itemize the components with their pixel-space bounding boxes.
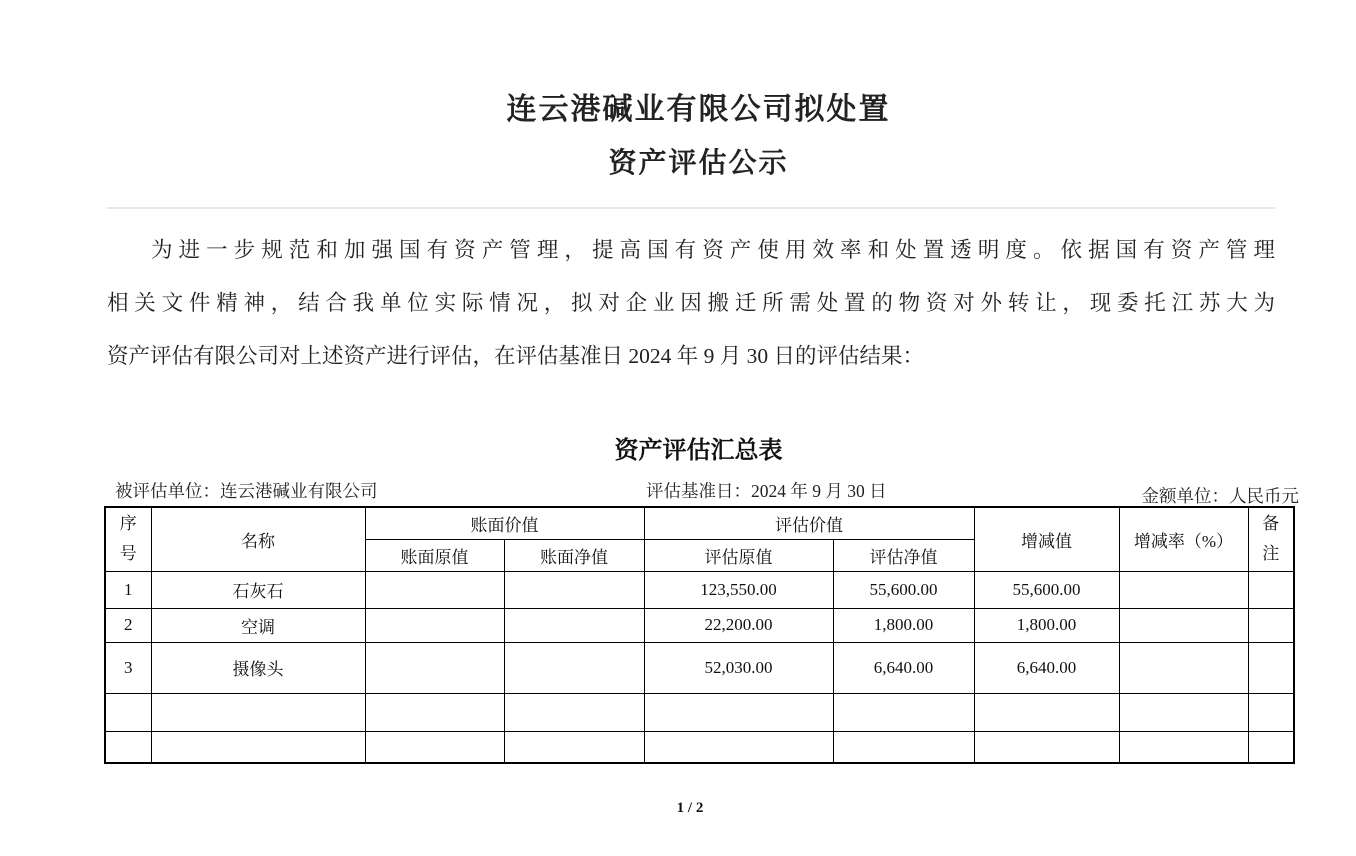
paragraph-line: 资产评估有限公司对上述资产进行评估，在评估基准日 2024 年 9 月 30 日的评估结果： [107, 344, 925, 368]
document-title-line1: 连云港碱业有限公司拟处置 [506, 93, 891, 126]
cell-change-rate [1119, 693, 1248, 731]
cell-seq [105, 693, 151, 731]
cell-change: 6,640.00 [974, 642, 1119, 693]
cell-book-net [504, 731, 644, 763]
cell-name: 空调 [151, 608, 365, 642]
cell-eval-net: 55,600.00 [833, 571, 974, 608]
cell-book-original [365, 642, 504, 693]
cell-name: 石灰石 [151, 571, 365, 608]
cell-eval-net: 6,640.00 [833, 642, 974, 693]
cell-book-net [504, 642, 644, 693]
col-header-book-original: 账面原值 [365, 539, 504, 571]
paragraph-line: 相关文件精神，结合我单位实际情况，拟对企业因搬迁所需处置的物资对外转让，现委托江苏大为 [107, 291, 1275, 315]
cell-eval-original: 22,200.00 [644, 608, 833, 642]
cell-name: 摄像头 [151, 642, 365, 693]
cell-note [1248, 642, 1294, 693]
cell-eval-original [644, 693, 833, 731]
cell-change [974, 693, 1119, 731]
cell-eval-original [644, 731, 833, 763]
paragraph-line: 为进一步规范和加强国有资产管理，提高国有资产使用效率和处置透明度。依据国有资产管理 [151, 238, 1275, 262]
document-title-line2: 资产评估公示 [608, 148, 789, 179]
cell-seq: 3 [105, 642, 151, 693]
meta-evaluated-unit: 被评估单位：连云港碱业有限公司 [115, 481, 378, 501]
col-header-eval-value-group: 评估价值 [644, 507, 974, 539]
cell-book-net [504, 571, 644, 608]
table-row [105, 693, 1294, 731]
col-header-book-net: 账面净值 [504, 539, 644, 571]
cell-change: 1,800.00 [974, 608, 1119, 642]
col-header-seq-label: 序号 [119, 514, 137, 564]
meta-base-date: 评估基准日：2024 年 9 月 30 日 [646, 481, 887, 501]
col-header-eval-original: 评估原值 [644, 539, 833, 571]
cell-seq: 1 [105, 571, 151, 608]
cell-seq [105, 731, 151, 763]
cell-note [1248, 608, 1294, 642]
col-header-name: 名称 [151, 507, 365, 571]
table-row [105, 571, 1294, 608]
cell-book-net [504, 608, 644, 642]
intro-paragraph [107, 224, 1275, 383]
cell-note [1248, 571, 1294, 608]
table-row [105, 642, 1294, 693]
cell-change [974, 731, 1119, 763]
cell-book-original [365, 693, 504, 731]
cell-eval-net [833, 731, 974, 763]
cell-eval-net [833, 693, 974, 731]
table-caption: 资产评估汇总表 [614, 438, 783, 464]
col-header-note-label: 备注 [1262, 514, 1280, 564]
cell-eval-original: 123,550.00 [644, 571, 833, 608]
cell-change-rate [1119, 571, 1248, 608]
page-number: 1 / 2 [676, 800, 704, 816]
meta-currency-unit: 金额单位：人民币元 [1141, 486, 1299, 506]
col-header-change: 增减值 [974, 507, 1119, 571]
cell-seq: 2 [105, 608, 151, 642]
cell-eval-original: 52,030.00 [644, 642, 833, 693]
cell-note [1248, 693, 1294, 731]
col-header-book-value-group: 账面价值 [365, 507, 644, 539]
cell-eval-net: 1,800.00 [833, 608, 974, 642]
cell-note [1248, 731, 1294, 763]
title-separator [107, 207, 1275, 209]
summary-table [104, 506, 1295, 764]
cell-change: 55,600.00 [974, 571, 1119, 608]
cell-book-original [365, 571, 504, 608]
cell-name [151, 693, 365, 731]
cell-name [151, 731, 365, 763]
cell-book-original [365, 731, 504, 763]
col-header-seq [105, 507, 151, 571]
col-header-note [1248, 507, 1294, 571]
table-row [105, 608, 1294, 642]
header-row-1 [105, 507, 1294, 539]
cell-book-original [365, 608, 504, 642]
col-header-change-rate: 增减率（%） [1119, 507, 1248, 571]
table-row [105, 731, 1294, 763]
col-header-eval-net: 评估净值 [833, 539, 974, 571]
table-meta-row [104, 478, 1299, 506]
cell-change-rate [1119, 608, 1248, 642]
cell-change-rate [1119, 731, 1248, 763]
cell-change-rate [1119, 642, 1248, 693]
cell-book-net [504, 693, 644, 731]
